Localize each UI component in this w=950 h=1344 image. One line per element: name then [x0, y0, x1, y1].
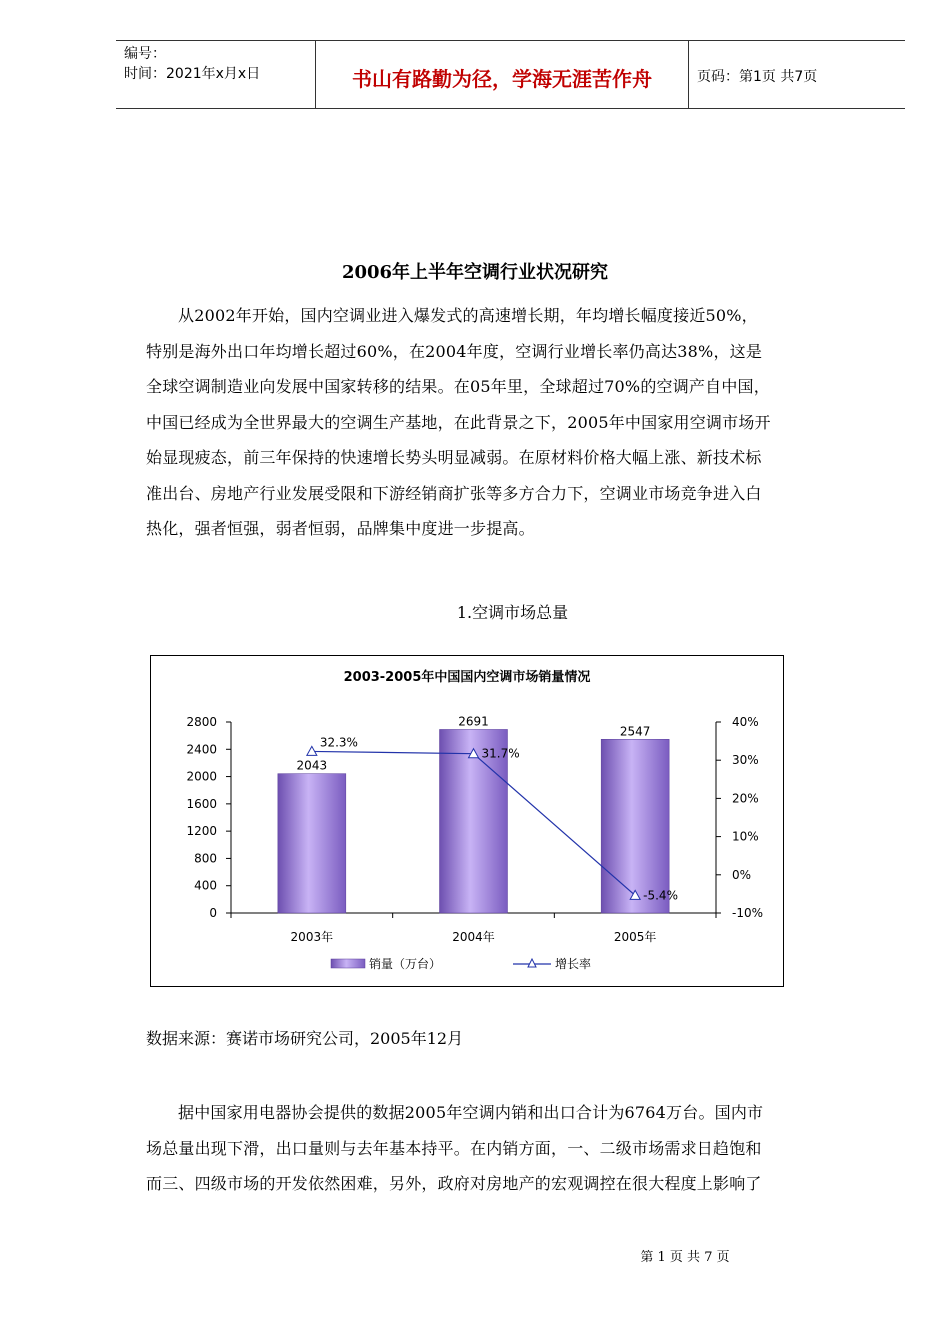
paragraph-line: 从2002年开始，国内空调业进入爆发式的高速增长期，年均增长幅度接近50%，	[178, 306, 758, 325]
number-label: 编号：	[124, 46, 166, 62]
paragraph-line: 始显现疲态，前三年保持的快速增长势头明显减弱。在原材料价格大幅上涨、新技术标	[146, 448, 762, 467]
legend-swatch-marker	[528, 959, 536, 967]
x-tick-label: 2004年	[452, 930, 495, 944]
chart-canvas	[151, 656, 783, 986]
bar	[278, 774, 346, 913]
x-tick-label: 2003年	[290, 930, 334, 944]
y-left-tick-label: 400	[194, 878, 217, 893]
paragraph-line: 特别是海外出口年均增长超过60%，在2004年度，空调行业增长率仍高达38%，这是	[146, 341, 763, 361]
bar-value-label: 2043	[296, 758, 328, 773]
y-left-tick-label: 2800	[186, 715, 217, 729]
paragraph-market	[146, 1095, 881, 1202]
paragraph-line: 据中国家用电器协会提供的数据2005年空调内销和出口合计为6764万台。国内市	[178, 1103, 764, 1122]
y-right-tick-label: 40%	[732, 715, 759, 729]
y-left-tick-label: 2000	[186, 769, 217, 784]
y-right-tick-label: 0%	[732, 867, 752, 882]
section-heading: 1.空调市场总量	[456, 603, 569, 622]
header-page-cell	[689, 41, 905, 108]
growth-value-label: 31.7%	[481, 746, 520, 761]
paragraph-line: 场总量出现下滑，出口量则与去年基本持平。在内销方面，一、二级市场需求日趋饱和	[146, 1138, 762, 1158]
page-footer: 第 1 页 共 7 页	[640, 1250, 730, 1265]
growth-value-label: -5.4%	[643, 888, 678, 903]
bar-value-label: 2547	[619, 724, 651, 739]
data-source: 数据来源：赛诺市场研究公司，2005年12月	[146, 1029, 464, 1048]
page-number-label: 页码：第1页 共7页	[697, 69, 818, 85]
y-left-tick-label: 1200	[186, 824, 217, 839]
chart-title: 2003-2005年中国国内空调市场销量情况	[343, 670, 591, 685]
paragraph-line: 而三、四级市场的开发依然困难，另外，政府对房地产的宏观调控在很大程度上影响了	[146, 1174, 762, 1193]
paragraph-line: 准出台、房地产行业发展受限和下游经销商扩张等多方合力下，空调业市场竞争进入白	[146, 483, 762, 503]
paragraph-line: 热化，强者恒强，弱者恒弱，品牌集中度进一步提高。	[146, 519, 535, 538]
paragraph-intro	[146, 298, 881, 547]
y-right-tick-label: 30%	[732, 753, 759, 768]
growth-value-label: 32.3%	[319, 735, 358, 750]
y-left-tick-label: 2400	[186, 742, 217, 757]
paragraph-line: 全球空调制造业向发展中国家转移的结果。在05年里，全球超过70%的空调产自中国，	[146, 377, 770, 396]
motto: 书山有路勤为径，学海无涯苦作舟	[352, 67, 652, 91]
document-title: 2006年上半年空调行业状况研究	[341, 262, 609, 283]
bar-value-label: 2691	[458, 714, 489, 729]
y-left-tick-label: 800	[194, 851, 217, 866]
y-right-tick-label: 20%	[732, 791, 759, 806]
legend-label-line: 增长率	[555, 957, 592, 971]
sales-chart	[150, 655, 784, 987]
legend-swatch-bar	[331, 959, 365, 968]
y-right-tick-label: -10%	[732, 906, 764, 920]
y-left-tick-label: 0	[209, 906, 217, 920]
page-header	[116, 40, 905, 109]
x-tick-label: 2005年	[613, 930, 657, 944]
paragraph-line: 中国已经成为全世界最大的空调生产基地，在此背景之下，2005年中国家用空调市场开	[146, 412, 771, 432]
time-label: 时间：2021年x月x日	[124, 66, 261, 82]
y-left-tick-label: 1600	[186, 796, 217, 811]
header-meta-cell	[116, 41, 316, 108]
bar	[601, 739, 669, 913]
header-motto-cell	[316, 41, 689, 108]
y-right-tick-label: 10%	[732, 829, 759, 844]
legend-label-bar: 销量（万台）	[369, 957, 442, 971]
